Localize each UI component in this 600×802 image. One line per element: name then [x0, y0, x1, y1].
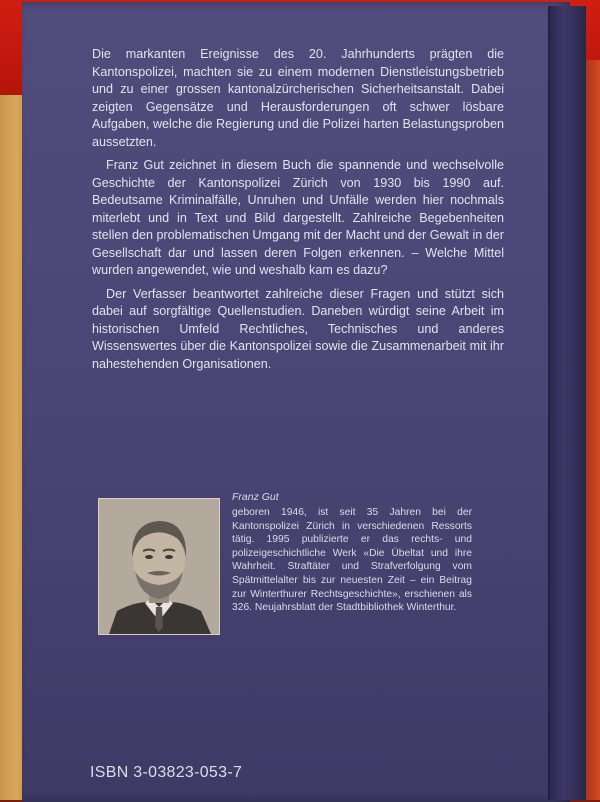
author-bio: geboren 1946, ist seit 35 Jahren bei der Kantonspolizei Zürich in verschiedenen Ressorts tätig. 1995 publizierte er das rechts- und polizeigeschichtliche Werk «Die Übeltat und ihre Wahrheit. Straftäter und Strafverfolgung vom Spätmittelalter bis zur neuesten Zeit – ein Beitrag zur Winterthurer Rechtsgeschichte», erschienen als 326. Neujahrsblatt der Stadtbibliothek Winterthur.	[232, 507, 472, 614]
author-portrait	[98, 498, 220, 635]
blurb-paragraph-2: Franz Gut zeichnet in diesem Buch die spannende und wechselvolle Geschichte der Kantonspolizei Zürich von 1930 bis 1990 auf. Bedeutsame Kriminalfälle, Unruhen und Unfälle werden hier nochmals miterlebt und in Text und Bild dargestellt. Zahlreiche Begebenheiten stellen den problematischen Umgang mit der Macht und der Gewalt in der Gesellschaft dar und lassen deren Folgen erkennen. – Welche Mittel wurden angewendet, wie und weshalb kam es dazu?	[92, 158, 504, 277]
author-name: Franz Gut	[232, 491, 279, 503]
blurb-paragraph-1: Die markanten Ereignisse des 20. Jahrhunderts prägten die Kantonspolizei, machten sie zu einem modernen Dienstleistungsbetrieb und zu einer grossen kantonalzürcherischen Sicherheitsanstalt. Dabei zeigten Gegensätze und Herausforderungen oft schwer lösbare Aufgaben, welche die Regierung und die Polizei harten Belastungsproben aussetzten.	[92, 47, 504, 149]
blurb-paragraph-3: Der Verfasser beantwortet zahlreiche dieser Fragen und stützt sich dabei auf sorgfältige Quellenstudien. Daneben würdigt seine Arbeit im historischen Umfeld Rechtliches, Technisches und anderes Wissenswertes über die Kantonspolizei sowie die Zusammenarbeit mit ihr nahestehenden Organisationen.	[92, 286, 504, 371]
cover-blurb	[92, 46, 504, 379]
author-portrait-drawing	[99, 499, 219, 634]
book-spine	[548, 6, 586, 800]
isbn-number: ISBN 3-03823-053-7	[90, 764, 243, 781]
